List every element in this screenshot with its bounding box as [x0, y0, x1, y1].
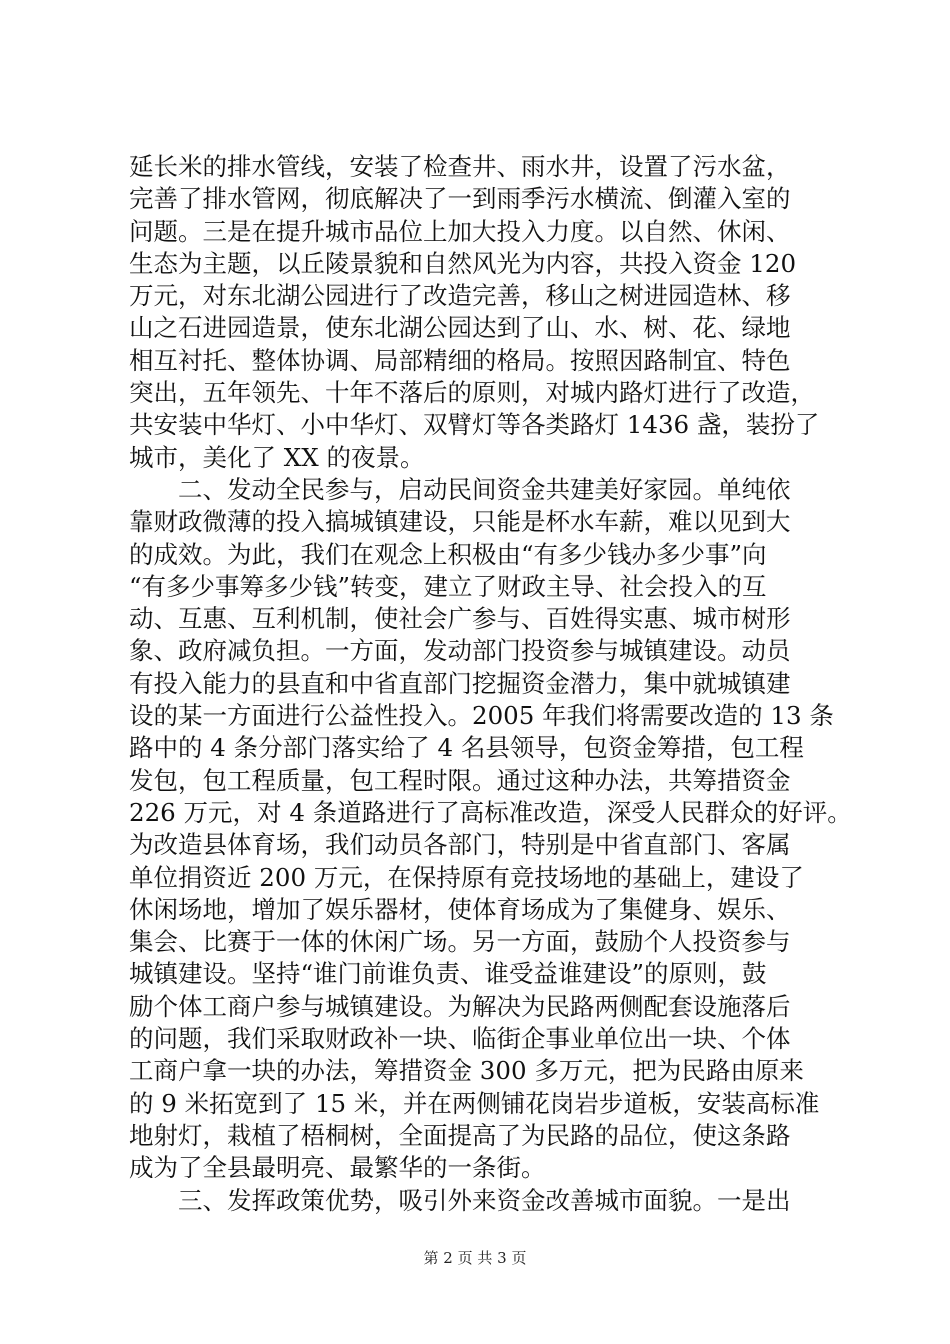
text-line: 的成效。为此，我们在观念上积极由“有多少钱办多少事”向 — [129, 539, 767, 569]
text-line: 延长米的排水管线，安装了检查井、雨水井，设置了污水盆， — [129, 152, 791, 181]
text-line: 城镇建设。坚持“谁门前谁负责、谁受益谁建设”的原则，鼓 — [129, 959, 767, 989]
text-line: 完善了排水管网，彻底解决了一到雨季污水横流、倒灌入室的 — [129, 184, 791, 214]
text-line: 休闲场地，增加了娱乐器材，使体育场成为了集健身、娱乐、 — [129, 894, 791, 924]
text-line: 路中的 4 条分部门落实给了 4 名县领导，包资金筹措，包工程 — [129, 733, 804, 763]
text-line: 共安装中华灯、小中华灯、双臂灯等各类路灯 1436 盏，装扮了 — [129, 410, 820, 440]
body-text — [129, 151, 852, 1217]
text-line: 问题。三是在提升城市品位上加大投入力度。以自然、休闲、 — [129, 216, 791, 246]
page-footer: 第 2 页 共 3 页 — [423, 1249, 527, 1267]
text-line: 相互衬托、整体协调、局部精细的格局。按照因路制宜、特色 — [129, 345, 791, 375]
text-line: 靠财政微薄的投入搞城镇建设，只能是杯水车薪，难以见到大 — [129, 507, 791, 537]
text-line: “有多少事筹多少钱”转变，建立了财政主导、社会投入的互 — [129, 571, 767, 601]
text-line: 山之石进园造景，使东北湖公园达到了山、水、树、花、绿地 — [129, 313, 791, 343]
text-line: 生态为主题，以丘陵景貌和自然风光为内容，共投入资金 120 — [129, 248, 797, 278]
text-line: 集会、比赛于一体的休闲广场。另一方面，鼓励个人投资参与 — [129, 927, 791, 957]
text-line: 的 9 米拓宽到了 15 米，并在两侧铺花岗岩步道板，安装高标准 — [129, 1088, 820, 1118]
text-line: 设的某一方面进行公益性投入。2005 年我们将需要改造的 13 条 — [129, 701, 834, 731]
text-line: 三、发挥政策优势，吸引外来资金改善城市面貌。一是出 — [129, 1185, 791, 1215]
text-line: 单位捐资近 200 万元，在保持原有竞技场地的基础上，建设了 — [129, 862, 804, 892]
text-line: 发包，包工程质量，包工程时限。通过这种办法，共筹措资金 — [129, 765, 791, 795]
text-line: 二、发动全民参与，启动民间资金共建美好家园。单纯依 — [129, 474, 791, 504]
text-line: 万元，对东北湖公园进行了改造完善，移山之树进园造林、移 — [129, 281, 791, 311]
text-line: 突出，五年领先、十年不落后的原则，对城内路灯进行了改造， — [129, 378, 815, 408]
text-line: 地射灯，栽植了梧桐树，全面提高了为民路的品位，使这条路 — [129, 1120, 791, 1150]
text-line: 动、互惠、互利机制，使社会广参与、百姓得实惠、城市树形 — [129, 604, 791, 634]
text-line: 为改造县体育场，我们动员各部门，特别是中省直部门、客属 — [129, 830, 791, 860]
text-line: 的问题，我们采取财政补一块、临街企事业单位出一块、个体 — [129, 1024, 791, 1054]
text-line: 励个体工商户参与城镇建设。为解决为民路两侧配套设施落后 — [129, 991, 791, 1021]
text-line: 象、政府减负担。一方面，发动部门投资参与城镇建设。动员 — [129, 636, 791, 666]
text-line: 城市，美化了 XX 的夜景。 — [129, 442, 425, 472]
text-line: 工商户拿一块的办法，筹措资金 300 多万元，把为民路由原来 — [129, 1056, 804, 1086]
text-line: 226 万元，对 4 条道路进行了高标准改造，深受人民群众的好评。 — [129, 797, 852, 827]
text-line: 有投入能力的县直和中省直部门挖掘资金潜力，集中就城镇建 — [129, 668, 791, 698]
text-line: 成为了全县最明亮、最繁华的一条街。 — [129, 1153, 546, 1183]
